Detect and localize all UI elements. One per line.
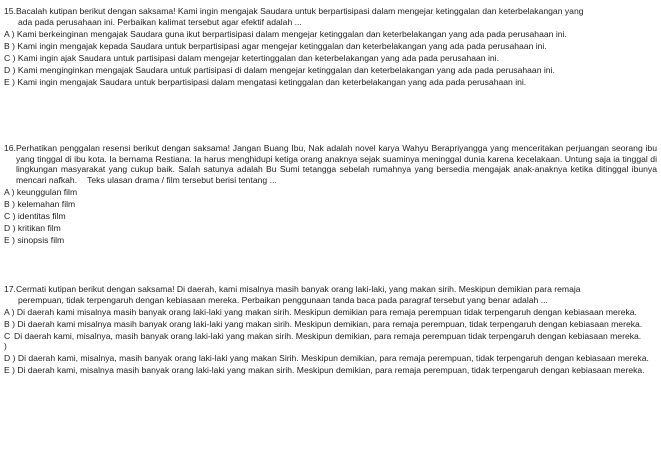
question-text-cont: ada pada perusahaan ini. Perbaikan kalimat tersebut agar efektif adalah ... xyxy=(18,16,302,27)
question-number: 15. xyxy=(4,6,16,16)
option-letter: A ) xyxy=(4,29,15,39)
option-letter: A ) xyxy=(4,186,15,197)
option-a[interactable] xyxy=(4,187,657,198)
option-text: kelemahan film xyxy=(17,198,76,209)
option-d[interactable] xyxy=(4,223,657,234)
question-number: 17. xyxy=(4,284,16,294)
option-text: Di daerah kami misalnya masih banyak orang laki-laki yang makan sirih. Meskipun demikian, para remaja perempuan, tidak terpengaruh dengan kebiasaan mereka. xyxy=(17,318,643,329)
option-letter: C ) xyxy=(4,210,16,221)
question-17 xyxy=(4,284,657,375)
option-text: kritikan film xyxy=(17,222,61,233)
option-text: Di daerah kami misalnya masih banyak orang laki-laki yang makan sirih. Meskipun demikian para remaja perempuan tidak terpengaruh dengan kebiasaan mereka. xyxy=(16,306,637,317)
question-text: Cermati kutipan berikut dengan saksama! Di daerah, kami misalnya masih banyak orang laki-laki, yang makan sirih. Meskipun demikian para remaja xyxy=(15,284,581,294)
option-letter: B ) xyxy=(4,198,15,209)
option-e[interactable] xyxy=(4,365,657,376)
option-letter: C ) xyxy=(4,330,11,351)
option-c[interactable] xyxy=(4,211,657,222)
option-letter: E ) xyxy=(4,77,15,87)
option-c[interactable] xyxy=(4,53,657,64)
option-letter: D ) xyxy=(4,222,16,233)
option-letter: C ) xyxy=(4,53,16,63)
option-a[interactable] xyxy=(4,307,657,318)
option-e[interactable] xyxy=(4,77,657,88)
option-text: Kami berkeinginan mengajak Saudara guna ikut berpartisipasi dalam mengejar ketinggalan dan keterbelakangan yang ada pada perusahaan ini. xyxy=(16,29,567,39)
option-text: keunggulan film xyxy=(16,186,78,197)
option-text: identitas film xyxy=(17,210,66,221)
option-letter: E ) xyxy=(4,234,15,245)
question-16-stem xyxy=(4,143,657,185)
option-b[interactable] xyxy=(4,199,657,210)
option-text: Kami menginginkan mengajak Saudara untuk partisipasi di dalam mengejar ketinggalan dan keterbelakangan yang ada pada perusahaan ini. xyxy=(17,65,555,75)
option-letter: E ) xyxy=(4,364,15,375)
question-17-stem xyxy=(4,284,657,295)
option-text: Kami ingin mengajak Saudara untuk berpartisipasi dalam mengatasi ketinggalan dan keterbelakangan yang ada pada perusahaan ini. xyxy=(17,77,527,87)
option-text: Kami ingin mengajak kepada Saudara untuk berpartisipasi agar mengejar ketinggalan dan keterbelakangan yang ada pada perusahaan ini. xyxy=(17,41,547,51)
option-letter: B ) xyxy=(4,41,15,51)
option-e[interactable] xyxy=(4,235,657,246)
question-number: 16. xyxy=(4,143,16,153)
question-text: Bacalah kutipan berikut dengan saksama! Kami ingin mengajak Saudara untuk berpartisipasi dalam mengejar ketinggalan dan keterbelakangan yang xyxy=(15,6,584,16)
option-text: Di daerah kami, misalnya, masih banyak orang laki-laki yang makan sirih. Meskipun demikian, para remaja perempuan tidak terpengaruh dengan kebiasaan mereka. xyxy=(14,330,642,341)
option-letter: D ) xyxy=(4,352,16,363)
option-text: sinopsis film xyxy=(17,234,65,245)
option-text: Di daerah kami, misalnya, masih banyak orang laki-laki yang makan Sirih. Meskipun demikian, para remaja perempuan, tidak terpengaruh dengan kebiasaan mereka. xyxy=(17,352,649,363)
option-c[interactable] xyxy=(4,331,657,352)
question-16 xyxy=(4,143,657,245)
option-a[interactable] xyxy=(4,29,657,40)
option-d[interactable] xyxy=(4,353,657,364)
option-d[interactable] xyxy=(4,65,657,76)
option-letter: D ) xyxy=(4,65,16,75)
question-15 xyxy=(4,6,657,88)
question-prompt: Teks ulasan drama / film tersebut berisi tentang ... xyxy=(87,174,277,185)
option-b[interactable] xyxy=(4,41,657,52)
option-text: Di daerah kami, misalnya masih banyak orang laki-laki yang makan sirih. Meskipun demikian, para remaja perempuan, tidak terpengaruh dengan kebiasaan mereka. xyxy=(17,364,645,375)
option-letter: A ) xyxy=(4,306,15,317)
option-b[interactable] xyxy=(4,319,657,330)
option-letter: B ) xyxy=(4,318,15,329)
option-text: Kami ingin ajak Saudara untuk partisipasi dalam mengejar ketertinggalan dan keterbelakangan yang ada pada perusahaan ini. xyxy=(17,53,499,63)
question-text-cont: perempuan, tidak terpengaruh dengan kebiasaan mereka. Perbaikan penggunaan tanda baca pada paragraf tersebut yang benar adalah ... xyxy=(18,294,548,305)
question-text: Perhatikan penggalan resensi berikut dengan saksama! Jangan Buang Ibu, Nak adalah novel karya Wahyu Berapriyangga yang menceritakan perjuangan seorang ibu yang tinggal di ibu kota. Ia bernama Restiana. Ia harus menghidupi ketiga orang anaknya sejak suaminya meninggal dunia karena kecelakaan. Untung saja ia tinggal di lingkungan masyarakat yang cukup baik. Salah satunya adalah Bu Sumi tetangga sebelah rumahnya yang bersedia mengajak anak-anaknya ketika ditinggal ibunya mencari nafkah. Teks ulasan drama / film tersebut berisi tentang ... xyxy=(15,143,657,185)
question-15-stem xyxy=(4,6,657,17)
